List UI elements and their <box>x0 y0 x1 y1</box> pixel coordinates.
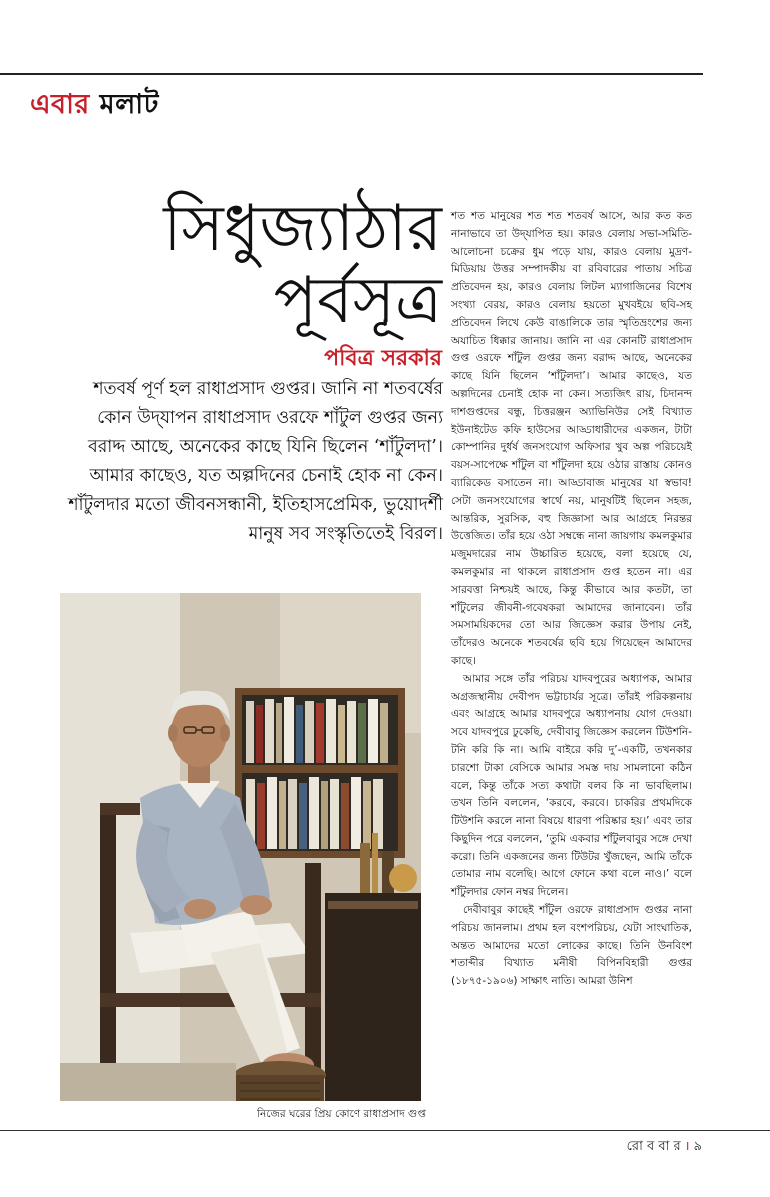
folio-separator: । <box>684 1139 690 1154</box>
article-body <box>451 208 692 991</box>
body-paragraph-1: শত শত মানুষের শত শত শতবর্ষ আসে, আর কত কত নানাভাবে তা উদ্‌যাপিত হয়। কারও বেলায় সভা-সমিতি-আলোচনা চক্রের ধুম পড়ে যায়, কারও বেলায় মুদ্রণ-মিডিয়ায় উত্তর সম্পাদকীয় বা রবিবারের পাতায় সচিত্র প্রতিবেদন হয়, কারও বেলায় লিটল ম্যাগাজিনের বিশেষ সংখ্যা বেরয়, কারও বেলায় হয়তো মুখবইয়ে ছবি-সহ প্রতিবেদন লিখে কেউ বাঙালিকে তার স্মৃতিভ্রংশের জন্য অযাচিত ধিক্কার জানায়। জানি না এর কোনটি রাধাপ্রসাদ গুপ্ত ওরফে শাঁটুল গুপ্তর জন্য বরাদ্দ আছে, অনেকের কাছে যিনি ছিলেন ‘শাঁটুলদা’। আমার কাছেও, যত অল্পদিনের চেনাই হোক না কেন। সত্যজিৎ রায়, চিদানন্দ দাশগুপ্তদের বন্ধু, চিত্তরঞ্জন অ্যাভিনিউর সেই বিখ্যাত ইউনাইটেড কফি হাউসের আড্ডাধারীদের একজন, টাটা কোম্পানির দুর্ধর্ষ জনসংযোগ অফিসার খুব অল্প পরিচয়েই বয়স-সাপেক্ষে শাঁটুল বা শাঁটুলদা হয়ে ওঠার রাস্তায় কোনও ব্যারিকেড বসাতেন না। আড্ডাবাজ মানুষের যা স্বভাব! সেটা জনসংযোগের স্বার্থে নয়, মানুষটিই ছিলেন সহজ, আন্তরিক, সুরসিক, বহু জিজ্ঞাসা আর আগ্রহে নিরন্তর উত্তেজিত। তাঁর হয়ে ওঠা সম্বন্ধে নানা জায়গায় কমলকুমার মজুমদারের নাম উচ্চারিত হয়েছে, বলা হয়েছে যে, কমলকুমার না থাকলে রাধাপ্রসাদ গুপ্ত হতেন না। এর সারবত্তা নিশ্চয়ই আছে, কিন্তু কীভাবে আর কতটা, তা শাঁটুলের জীবনী-গবেষকরা আমাদের জানাবেন। তাঁর সমসাময়িকদের তো আর জিজ্ঞেস করার উপায় নেই, তাঁদেরও অনেকে শতবর্ষের ছবি হয়ে গিয়েছেন আমাদের কাছে। <box>451 210 692 667</box>
headline-line-1: সিধুজ্যাঠার <box>163 192 442 266</box>
portrait-illustration <box>60 593 421 1101</box>
body-paragraph-3: দেবীবাবুর কাছেই শাঁটুল ওরফে রাধাপ্রসাদ গুপ্তর নানা পরিচয় জানলাম। প্রথম হল বংশপরিচয়, যেটা সাংঘাতিক, অন্তত আমাদের মতো লোকের কাছে। তিনি উনবিংশ শতাব্দীর বিখ্যাত মনীষী বিপিনবিহারী গুপ্তর (১৮৭৫-১৯০৬) সাক্ষাৎ নাতি। আমরা উনিশ <box>451 904 692 988</box>
bottom-rule <box>0 1130 770 1131</box>
page-number: ৯ <box>693 1139 702 1154</box>
top-rule <box>0 73 703 75</box>
page-folio <box>627 1136 702 1158</box>
section-label <box>30 84 159 129</box>
section-label-black: মলাট <box>99 89 159 120</box>
headline-line-2: পূর্বসূত্র <box>273 264 442 338</box>
author-byline: পবিত্র সরকার <box>324 346 442 371</box>
section-label-red: এবার <box>30 89 90 120</box>
photo-caption: নিজের ঘরের প্রিয় কোণে রাধাপ্রসাদ গুপ্ত <box>257 1108 426 1120</box>
body-paragraph-2: আমার সঙ্গে তাঁর পরিচয় যাদবপুরের অধ্যাপক, আমার অগ্রজস্থানীয় দেবীপদ ভট্টাচার্যর সূত্রে। তাঁরই পরিকল্পনায় এবং আগ্রহে আমার যাদবপুরে অধ্যাপনায় যোগ দেওয়া। সবে যাদবপুরে ঢুকেছি, দেবীবাবু জিজ্ঞেস করলেন টিউশনি-টনি করি কি না। আমি বাইরে করি দু’-একটি, তখনকার চারশো টাকা বেসিকে আমার সমস্ত দায় সামলানো কঠিন বলে, কিন্তু তাঁকে সত্য কথাটা বলব কি না ভাবছিলাম। তখন তিনি বললেন, ‘করবে, করবে। চাকরির প্রথমদিকে টিউশনি করলে নানা বিষয়ে ধারণা পরিষ্কার হয়।’ এবং তার কিছুদিন পরে বললেন, ‘তুমি একবার শাঁটুলবাবুর সঙ্গে দেখা করো। তিনি একজনের জন্য টিউটর খুঁজছেন, আমি তাঁকে তোমার নাম বলেছি। আগে ফোনে কথা বলে নাও।’ বলে শাঁটুলদার ফোন নম্বর দিলেন। <box>451 672 692 899</box>
magazine-name: রো ব বা র <box>626 1139 681 1154</box>
portrait-photo <box>60 593 421 1101</box>
intro-paragraph: শতবর্ষ পূর্ণ হল রাধাপ্রসাদ গুপ্তর। জানি না শতবর্ষের কোন উদ্‌যাপন রাধাপ্রসাদ ওরফে শাঁটুল গুপ্তর জন্য বরাদ্দ আছে, অনেকের কাছে যিনি ছিলেন ‘শাঁটুলদা’। আমার কাছেও, যত অল্পদিনের চেনাই হোক না কেন। শাঁটুলদার মতো জীবনসন্ধানী, ইতিহাসপ্রেমিক, ভুয়োদর্শী মানুষ সব সংস্কৃতিতেই বিরল। <box>68 379 443 544</box>
